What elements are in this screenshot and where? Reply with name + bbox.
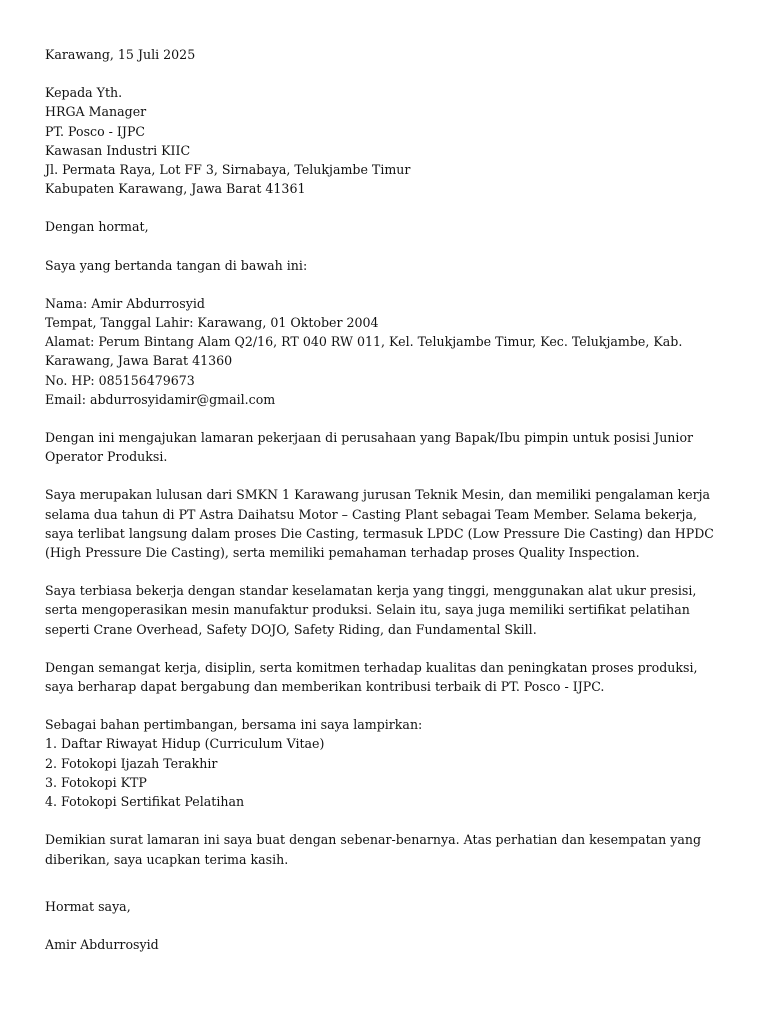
body-paragraph-3: [45, 581, 728, 639]
identity-birth: Tempat, Tanggal Lahir: Karawang, 01 Oktober 2004: [45, 315, 379, 331]
recipient-street: Jl. Permata Raya, Lot FF 3, Sirnabaya, Telukjambe Timur: [45, 162, 411, 178]
signature-block: [45, 935, 728, 954]
attachment-item: 2. Fotokopi Ijazah Terakhir: [45, 755, 218, 771]
recipient-company: PT. Posco - IJPC: [45, 123, 146, 139]
closing-paragraph: Demikian surat lamaran ini saya buat dengan sebenar-benarnya. Atas perhatian dan kesempatan yang diberikan, saya ucapkan terima kasih.: [45, 832, 702, 867]
recipient-greeting: Kepada Yth.: [45, 85, 123, 101]
place-date: Karawang, 15 Juli 2025: [45, 47, 196, 62]
signature-name: Amir Abdurrosyid: [45, 936, 159, 952]
motivation-paragraph: Dengan semangat kerja, disiplin, serta komitmen terhadap kualitas dan peningkatan proses produksi, saya berharap dapat bergabung dan memberikan kontribusi terbaik di PT. Posco - IJPC.: [45, 659, 698, 695]
recipient-city: Kabupaten Karawang, Jawa Barat 41361: [45, 181, 306, 197]
regards-block: [45, 897, 728, 916]
attachment-item: 3. Fotokopi KTP: [45, 774, 147, 790]
attachments-intro: Sebagai bahan pertimbangan, bersama ini saya lampirkan:: [45, 717, 423, 733]
attachments-block: [45, 715, 728, 811]
application-paragraph: Dengan ini mengajukan lamaran pekerjaan di perusahaan yang Bapak/Ibu pimpin untuk posisi Junior Operator Produksi.: [45, 430, 694, 465]
closing-block: [45, 830, 728, 868]
identity-phone: No. HP: 085156479673: [45, 372, 195, 388]
place-date-block: [45, 45, 728, 64]
recipient-block: [45, 83, 728, 198]
salutation: Dengan hormat,: [45, 219, 149, 235]
identity-address: Alamat: Perum Bintang Alam Q2/16, RT 040 RW 011, Kel. Telukjambe Timur, Kec. Telukjambe, Kab. Karawang, Jawa Barat 41360: [45, 334, 683, 369]
salutation-block: [45, 217, 728, 236]
skills-paragraph: Saya terbiasa bekerja dengan standar keselamatan kerja yang tinggi, menggunakan alat ukur presisi, serta mengoperasikan mesin manufaktur produksi. Selain itu, saya juga memiliki sertifikat pelatihan seperti Crane Overhead, Safety DOJO, Safety Riding, dan Fundamental Skill.: [45, 583, 697, 637]
body-paragraph-4: [45, 658, 728, 696]
recipient-area: Kawasan Industri KIIC: [45, 142, 191, 158]
attachment-item: 4. Fotokopi Sertifikat Pelatihan: [45, 794, 245, 810]
body-paragraph-2: [45, 485, 728, 562]
identity-block: [45, 294, 728, 409]
body-paragraph-1: [45, 428, 728, 466]
identity-email: Email: abdurrosyidamir@gmail.com: [45, 391, 276, 407]
attachment-item: 1. Daftar Riwayat Hidup (Curriculum Vitae): [45, 736, 325, 752]
experience-paragraph: Saya merupakan lulusan dari SMKN 1 Karawang jurusan Teknik Mesin, dan memiliki pengalaman kerja selama dua tahun di PT Astra Daihatsu Motor – Casting Plant sebagai Team Member. Selama bekerja, saya terlibat langsung dalam proses Die Casting, termasuk LPDC (Low Pressure Die Casting) dan HPDC (High Pressure Die Casting), serta memiliki pemahaman terhadap proses Quality Inspection.: [45, 487, 714, 561]
recipient-title: HRGA Manager: [45, 104, 147, 120]
intro-text: Saya yang bertanda tangan di bawah ini:: [45, 257, 308, 273]
regards: Hormat saya,: [45, 898, 131, 914]
identity-name: Nama: Amir Abdurrosyid: [45, 295, 205, 311]
intro-block: [45, 256, 728, 275]
